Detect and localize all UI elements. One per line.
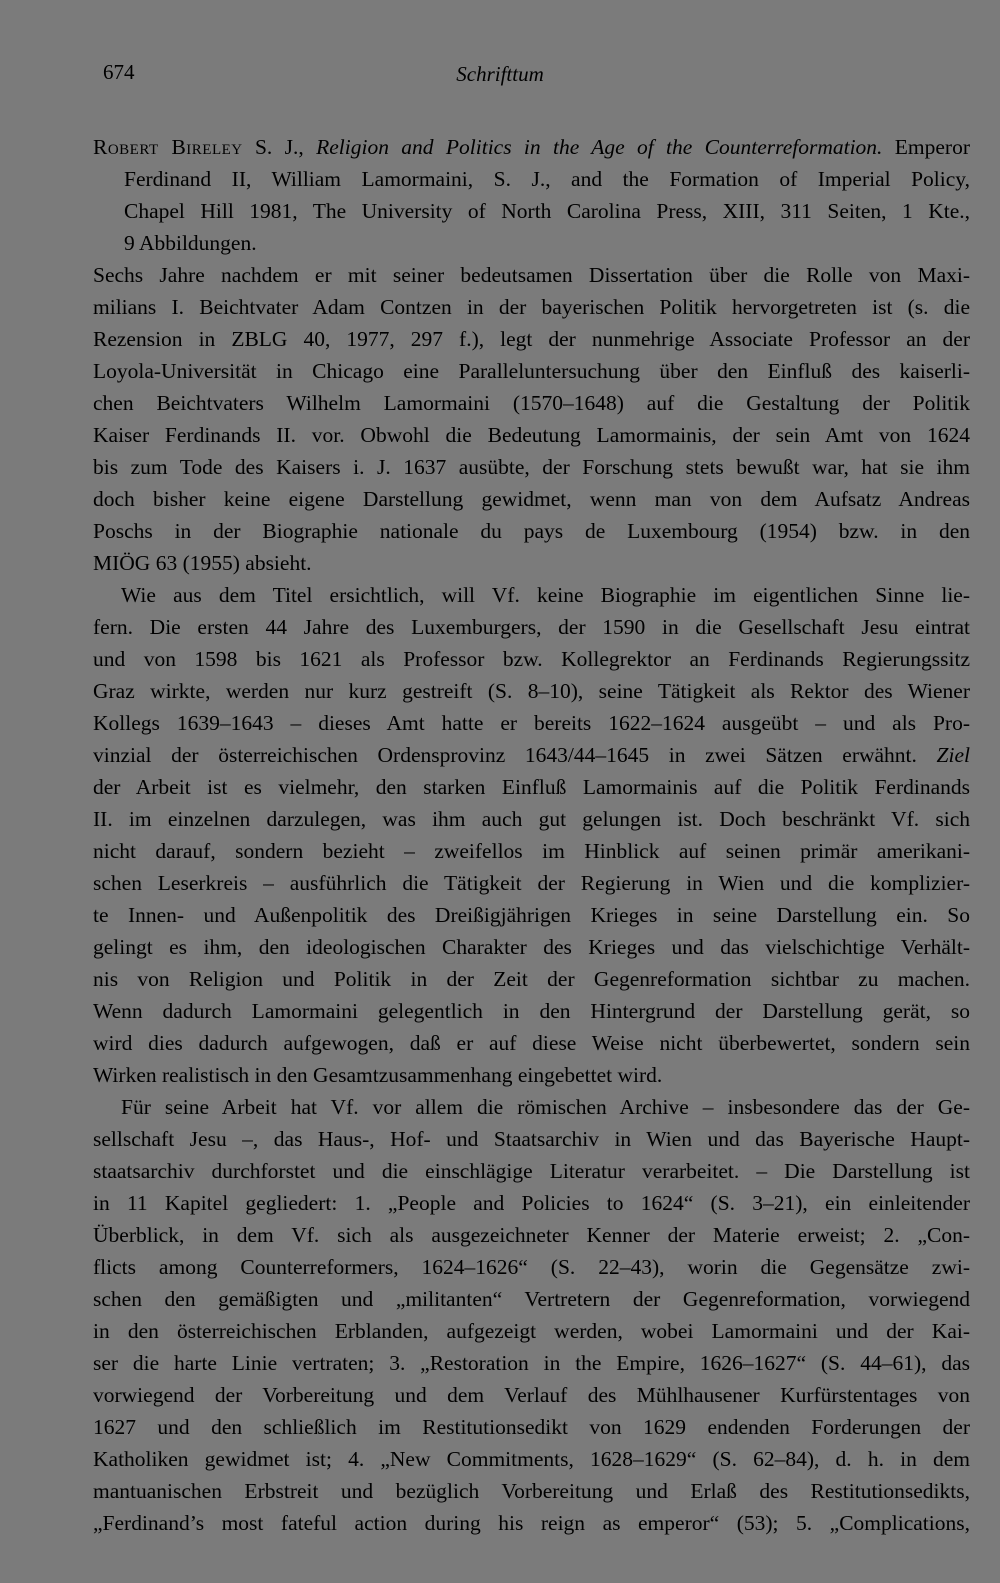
text-line: Rezension in ZBLG 40, 1977, 297 f.), legt der nunmehrige Associate Professor an der <box>93 327 970 351</box>
text-line: Wirken realistisch in den Gesamtzusammenhang eingebettet wird. <box>93 1063 663 1087</box>
text-line: und von 1598 bis 1621 als Professor bzw. Kollegrektor an Ferdinands Regierungssitz <box>93 647 970 671</box>
text-line: gelingt es ihm, den ideologischen Charakter des Krieges und das vielschichtige Verhält- <box>93 935 970 959</box>
citation-line: Ferdinand II, William Lamormaini, S. J., and the Formation of Imperial Policy, <box>124 167 970 191</box>
text-line: te Innen- und Außenpolitik des Dreißigjährigen Krieges in seine Darstellung ein. So <box>93 903 970 927</box>
text-line: Loyola-Universität in Chicago eine Paralleluntersuchung über den Einfluß des kaiserli- <box>93 359 970 383</box>
text-line: Wie aus dem Titel ersichtlich, will Vf. keine Biographie im eigentlichen Sinne lie- <box>121 583 970 607</box>
text-line: nicht darauf, sondern bezieht – zweifellos im Hinblick auf seinen primär amerikani- <box>93 839 970 863</box>
citation-line: Robert Bireley S. J., Religion and Politics in the Age of the Counterreformation. Emperor <box>93 135 970 159</box>
text-line: vinzial der österreichischen Ordensprovinz 1643/44–1645 in zwei Sätzen erwähnt. Ziel <box>93 743 970 767</box>
text-line: Graz wirkte, werden nur kurz gestreift (S. 8–10), seine Tätigkeit als Rektor des Wiener <box>93 679 970 703</box>
text-line: der Arbeit ist es vielmehr, den starken Einfluß Lamormainis auf die Politik Ferdinands <box>93 775 970 799</box>
text-line: Katholiken gewidmet ist; 4. „New Commitments, 1628–1629“ (S. 62–84), d. h. in dem <box>93 1447 970 1471</box>
text-line: chen Beichtvaters Wilhelm Lamormaini (1570–1648) auf die Gestaltung der Politik <box>93 391 970 415</box>
text-line: Kollegs 1639–1643 – dieses Amt hatte er bereits 1622–1624 ausgeübt – und als Pro- <box>93 711 970 735</box>
text-line: in den österreichischen Erblanden, aufgezeigt werden, wobei Lamormaini und der Kai- <box>93 1319 970 1343</box>
text-line: Überblick, in dem Vf. sich als ausgezeichneter Kenner der Materie erweist; 2. „Con- <box>93 1223 970 1247</box>
page-number: 674 <box>103 60 135 84</box>
text-line: sellschaft Jesu –, das Haus-, Hof- und Staatsarchiv in Wien und das Bayerische Haupt- <box>93 1127 970 1151</box>
text-line: „Ferdinand’s most fateful action during his reign as emperor“ (53); 5. „Complications, <box>93 1511 970 1535</box>
text-line: MIÖG 63 (1955) absieht. <box>93 551 312 575</box>
text-line: Poschs in der Biographie nationale du pays de Luxembourg (1954) bzw. in den <box>93 519 970 543</box>
text-line: vorwiegend der Vorbereitung und dem Verlauf des Mühlhausener Kurfürstentages von <box>93 1383 970 1407</box>
running-title: Schrifttum <box>456 62 544 86</box>
italic-word: Ziel <box>936 743 970 767</box>
text-line: 1627 und den schließlich im Restitutionsedikt von 1629 endenden Forderungen der <box>93 1415 970 1439</box>
text-line: staatsarchiv durchforstet und die einschlägige Literatur verarbeitet. – Die Darstellung ist <box>93 1159 970 1183</box>
citation-title: Religion and Politics in the Age of the Counterreformation. <box>316 135 883 159</box>
text-line: II. im einzelnen darzulegen, was ihm auch gut gelungen ist. Doch beschränkt Vf. sich <box>93 807 970 831</box>
text-line: in 11 Kapitel gegliedert: 1. „People and Policies to 1624“ (S. 3–21), ein einleitender <box>93 1191 970 1215</box>
text-line: wird dies dadurch aufgewogen, daß er auf diese Weise nicht überbewertet, sondern sein <box>93 1031 970 1055</box>
text-line: nis von Religion und Politik in der Zeit der Gegenreformation sichtbar zu machen. <box>93 967 970 991</box>
text-line: schen Leserkreis – ausführlich die Tätigkeit der Regierung in Wien und die komplizier- <box>93 871 970 895</box>
text-line: doch bisher keine eigene Darstellung gewidmet, wenn man von dem Aufsatz Andreas <box>93 487 970 511</box>
text-line: Für seine Arbeit hat Vf. vor allem die römischen Archive – insbesondere das der Ge- <box>121 1095 970 1119</box>
citation-line: 9 Abbildungen. <box>124 231 257 255</box>
citation-line: Chapel Hill 1981, The University of North Carolina Press, XIII, 311 Seiten, 1 Kte., <box>124 199 970 223</box>
text-line: flicts among Counterreformers, 1624–1626“ (S. 22–43), worin die Gegensätze zwi- <box>93 1255 970 1279</box>
text-line: mantuanischen Erbstreit und bezüglich Vorbereitung und Erlaß des Restitutionsedikts, <box>93 1479 970 1503</box>
text-line: bis zum Tode des Kaisers i. J. 1637 ausübte, der Forschung stets bewußt war, hat sie ihm <box>93 455 970 479</box>
text-line: milians I. Beichtvater Adam Contzen in der bayerischen Politik hervorgetreten ist (s. die <box>93 295 970 319</box>
text-line: ser die harte Linie vertraten; 3. „Restoration in the Empire, 1626–1627“ (S. 44–61), das <box>93 1351 970 1375</box>
citation-author: Robert Bireley <box>93 135 243 159</box>
text-line: schen den gemäßigten und „militanten“ Vertretern der Gegenreformation, vorwiegend <box>93 1287 970 1311</box>
text-line: fern. Die ersten 44 Jahre des Luxemburgers, der 1590 in die Gesellschaft Jesu eintrat <box>93 615 970 639</box>
text-line: Sechs Jahre nachdem er mit seiner bedeutsamen Dissertation über die Rolle von Maxi- <box>93 263 970 287</box>
text-line: Kaiser Ferdinands II. vor. Obwohl die Bedeutung Lamormainis, der sein Amt von 1624 <box>93 423 970 447</box>
text-line: Wenn dadurch Lamormaini gelegentlich in den Hintergrund der Darstellung gerät, so <box>93 999 970 1023</box>
